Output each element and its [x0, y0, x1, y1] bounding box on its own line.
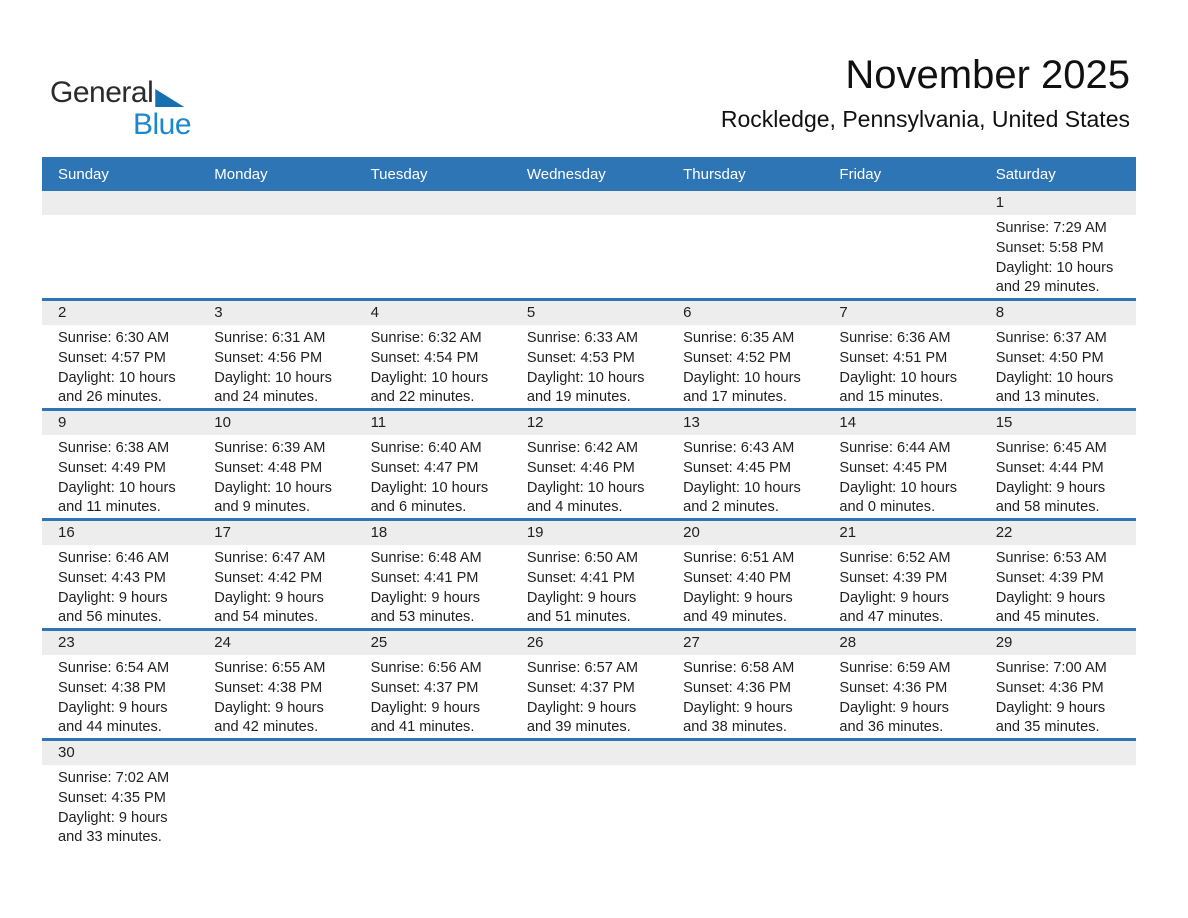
day-cell [42, 765, 198, 848]
day-cell [980, 435, 1136, 518]
day-sunset-text: Sunset: 4:42 PM [214, 569, 323, 586]
day-number: 3 [214, 304, 223, 321]
day-number [511, 191, 667, 215]
day-daylight-text: Daylight: 10 hours and 29 minutes. [995, 259, 1114, 296]
day-number: 23 [58, 634, 75, 651]
day-number: 16 [58, 524, 75, 541]
weeks-container [42, 191, 1136, 848]
day-sunrise-text: Sunrise: 6:40 AM [370, 440, 482, 456]
page-header [0, 0, 1188, 157]
day-sunset-text: Sunset: 4:43 PM [58, 569, 166, 586]
day-sunrise-text: Sunrise: 6:37 AM [995, 330, 1107, 346]
day-daylight-text: Daylight: 10 hours and 0 minutes. [839, 479, 958, 516]
day-number: 19 [526, 524, 544, 541]
day-sunrise-text: Sunrise: 6:31 AM [214, 330, 326, 346]
logo-text-blue: Blue [133, 108, 192, 141]
week-detail-band [42, 435, 1136, 518]
day-sunset-text: Sunset: 4:53 PM [526, 349, 635, 366]
day-number: 26 [526, 634, 544, 651]
day-number [823, 191, 979, 215]
day-cell [198, 325, 354, 408]
day-sunset-text: Sunset: 4:45 PM [839, 459, 948, 476]
day-cell [980, 545, 1136, 628]
day-number: 29 [995, 634, 1013, 651]
day-number [667, 191, 823, 215]
day-cell [42, 655, 198, 738]
week-detail-band [42, 325, 1136, 408]
week-number-band [42, 521, 1136, 545]
location-subtitle: Rockledge, Pennsylvania, United States [720, 106, 1130, 132]
logo-text-general: General [50, 76, 154, 109]
day-sunset-text: Sunset: 4:45 PM [683, 459, 792, 476]
weekday-header-sunday: Sunday [58, 165, 109, 183]
day-sunrise-text: Sunrise: 6:57 AM [526, 660, 638, 676]
day-sunrise-text: Sunrise: 6:55 AM [214, 660, 326, 676]
day-cell [823, 545, 979, 628]
day-sunset-text: Sunset: 4:36 PM [683, 679, 792, 696]
day-sunset-text: Sunset: 4:46 PM [526, 459, 635, 476]
month-title: November 2025 [845, 53, 1130, 97]
day-cell [355, 325, 511, 408]
day-sunrise-text: Sunrise: 6:45 AM [995, 440, 1107, 456]
week-row [42, 191, 1136, 298]
week-detail-band [42, 655, 1136, 738]
day-number: 4 [370, 304, 379, 321]
day-cell [198, 765, 354, 848]
day-cell [667, 215, 823, 298]
day-number: 1 [995, 194, 1005, 211]
day-sunset-text: Sunset: 4:36 PM [839, 679, 948, 696]
day-daylight-text: Daylight: 9 hours and 44 minutes. [58, 699, 168, 736]
day-sunrise-text: Sunrise: 6:43 AM [683, 440, 795, 456]
day-sunset-text: Sunset: 4:56 PM [214, 349, 323, 366]
day-sunrise-text: Sunrise: 6:35 AM [683, 330, 795, 346]
day-daylight-text: Daylight: 10 hours and 17 minutes. [683, 369, 801, 406]
weekday-header-wednesday: Wednesday [526, 165, 606, 183]
day-cell [355, 765, 511, 848]
day-daylight-text: Daylight: 9 hours and 39 minutes. [526, 699, 637, 736]
day-cell [511, 655, 667, 738]
day-daylight-text: Daylight: 9 hours and 58 minutes. [995, 479, 1106, 516]
day-cell [42, 325, 198, 408]
day-number [511, 741, 667, 765]
day-sunrise-text: Sunrise: 6:48 AM [370, 550, 482, 566]
day-daylight-text: Daylight: 9 hours and 33 minutes. [58, 809, 168, 846]
calendar [42, 157, 1136, 848]
day-cell [823, 765, 979, 848]
week-detail-band [42, 545, 1136, 628]
day-daylight-text: Daylight: 9 hours and 51 minutes. [526, 589, 637, 626]
day-daylight-text: Daylight: 9 hours and 47 minutes. [839, 589, 949, 626]
day-daylight-text: Daylight: 9 hours and 42 minutes. [214, 699, 324, 736]
day-sunrise-text: Sunrise: 6:46 AM [58, 550, 170, 566]
week-row [42, 738, 1136, 848]
day-daylight-text: Daylight: 10 hours and 4 minutes. [526, 479, 645, 516]
day-sunset-text: Sunset: 4:38 PM [214, 679, 323, 696]
week-row [42, 628, 1136, 738]
day-cell [511, 545, 667, 628]
day-cell [667, 545, 823, 628]
day-sunset-text: Sunset: 4:52 PM [683, 349, 792, 366]
weekday-header-row [42, 157, 1136, 191]
day-number: 14 [839, 414, 857, 431]
day-number [355, 741, 511, 765]
day-cell [667, 765, 823, 848]
day-cell [667, 655, 823, 738]
day-cell [198, 545, 354, 628]
day-number [42, 191, 198, 215]
day-cell [42, 545, 198, 628]
day-cell [823, 215, 979, 298]
day-cell [511, 765, 667, 848]
weekday-header-thursday: Thursday [683, 165, 746, 183]
day-sunset-text: Sunset: 4:49 PM [58, 459, 166, 476]
day-cell [511, 435, 667, 518]
day-sunset-text: Sunset: 4:36 PM [995, 679, 1104, 696]
weekday-header-saturday: Saturday [995, 165, 1056, 183]
day-number: 9 [58, 414, 67, 431]
day-number: 18 [370, 524, 388, 541]
week-row [42, 408, 1136, 518]
day-cell [42, 215, 198, 298]
day-sunrise-text: Sunrise: 6:59 AM [839, 660, 951, 676]
day-sunrise-text: Sunrise: 6:38 AM [58, 440, 170, 456]
week-number-band [42, 301, 1136, 325]
day-sunrise-text: Sunrise: 6:47 AM [214, 550, 326, 566]
day-sunset-text: Sunset: 4:38 PM [58, 679, 166, 696]
day-cell [511, 325, 667, 408]
day-daylight-text: Daylight: 10 hours and 24 minutes. [214, 369, 332, 406]
day-daylight-text: Daylight: 9 hours and 35 minutes. [995, 699, 1106, 736]
day-cell [980, 765, 1136, 848]
day-cell [667, 325, 823, 408]
day-cell [511, 215, 667, 298]
day-sunrise-text: Sunrise: 6:56 AM [370, 660, 482, 676]
day-cell [42, 435, 198, 518]
day-number: 25 [370, 634, 388, 651]
day-daylight-text: Daylight: 10 hours and 22 minutes. [370, 369, 489, 406]
day-cell [355, 215, 511, 298]
day-number: 2 [58, 304, 67, 321]
day-sunset-text: Sunset: 4:47 PM [370, 459, 479, 476]
day-number: 12 [526, 414, 544, 431]
day-sunrise-text: Sunrise: 6:39 AM [214, 440, 326, 456]
day-number: 11 [370, 414, 387, 431]
day-daylight-text: Daylight: 10 hours and 2 minutes. [683, 479, 801, 516]
logo-triangle-icon [155, 89, 184, 107]
day-daylight-text: Daylight: 9 hours and 41 minutes. [370, 699, 481, 736]
day-number: 10 [214, 414, 231, 431]
day-number [823, 741, 979, 765]
day-sunrise-text: Sunrise: 6:44 AM [839, 440, 951, 456]
day-daylight-text: Daylight: 10 hours and 19 minutes. [526, 369, 645, 406]
day-cell [823, 325, 979, 408]
day-daylight-text: Daylight: 9 hours and 36 minutes. [839, 699, 949, 736]
day-number: 6 [683, 304, 692, 321]
day-sunrise-text: Sunrise: 7:02 AM [58, 770, 170, 786]
day-cell [823, 435, 979, 518]
day-number [355, 191, 511, 215]
day-cell [355, 435, 511, 518]
day-number: 22 [995, 524, 1013, 541]
day-number: 30 [58, 744, 75, 761]
day-number: 7 [839, 304, 848, 321]
day-daylight-text: Daylight: 10 hours and 15 minutes. [839, 369, 958, 406]
day-sunset-text: Sunset: 4:44 PM [995, 459, 1104, 476]
day-sunrise-text: Sunrise: 6:36 AM [839, 330, 951, 346]
day-number: 13 [683, 414, 700, 431]
day-sunrise-text: Sunrise: 6:30 AM [58, 330, 170, 346]
day-number: 21 [839, 524, 857, 541]
week-detail-band [42, 215, 1136, 298]
day-sunset-text: Sunset: 4:57 PM [58, 349, 166, 366]
day-sunrise-text: Sunrise: 6:54 AM [58, 660, 170, 676]
week-number-band [42, 631, 1136, 655]
day-daylight-text: Daylight: 10 hours and 11 minutes. [58, 479, 176, 516]
day-number: 28 [839, 634, 857, 651]
day-sunrise-text: Sunrise: 7:29 AM [995, 220, 1107, 236]
day-sunset-text: Sunset: 4:40 PM [683, 569, 792, 586]
day-sunset-text: Sunset: 4:41 PM [526, 569, 635, 586]
week-number-band [42, 191, 1136, 215]
day-number: 17 [214, 524, 231, 541]
day-cell [980, 215, 1136, 298]
day-daylight-text: Daylight: 10 hours and 6 minutes. [370, 479, 489, 516]
day-cell [980, 655, 1136, 738]
day-sunset-text: Sunset: 4:37 PM [526, 679, 635, 696]
week-detail-band [42, 765, 1136, 848]
week-row [42, 298, 1136, 408]
day-cell [198, 655, 354, 738]
day-daylight-text: Daylight: 9 hours and 38 minutes. [683, 699, 793, 736]
weekday-header-monday: Monday [214, 165, 268, 183]
day-number: 24 [214, 634, 231, 651]
day-sunrise-text: Sunrise: 6:42 AM [526, 440, 638, 456]
day-daylight-text: Daylight: 9 hours and 45 minutes. [995, 589, 1106, 626]
day-cell [823, 655, 979, 738]
day-cell [980, 325, 1136, 408]
day-cell [355, 545, 511, 628]
day-sunset-text: Sunset: 4:51 PM [839, 349, 948, 366]
day-number [198, 191, 354, 215]
day-sunset-text: Sunset: 4:48 PM [214, 459, 323, 476]
week-row [42, 518, 1136, 628]
day-number: 8 [995, 304, 1005, 321]
day-sunrise-text: Sunrise: 6:32 AM [370, 330, 482, 346]
day-sunrise-text: Sunrise: 6:53 AM [995, 550, 1107, 566]
day-daylight-text: Daylight: 9 hours and 53 minutes. [370, 589, 481, 626]
day-number: 15 [995, 414, 1013, 431]
week-number-band [42, 411, 1136, 435]
day-number: 27 [683, 634, 700, 651]
day-sunrise-text: Sunrise: 6:50 AM [526, 550, 638, 566]
day-daylight-text: Daylight: 9 hours and 56 minutes. [58, 589, 168, 626]
day-daylight-text: Daylight: 9 hours and 49 minutes. [683, 589, 793, 626]
day-sunset-text: Sunset: 5:58 PM [995, 239, 1104, 256]
day-number: 5 [526, 304, 536, 321]
day-cell [198, 215, 354, 298]
day-daylight-text: Daylight: 10 hours and 26 minutes. [58, 369, 176, 406]
day-number [198, 741, 354, 765]
day-cell [667, 435, 823, 518]
day-cell [198, 435, 354, 518]
weekday-header-tuesday: Tuesday [370, 165, 428, 183]
day-sunset-text: Sunset: 4:50 PM [995, 349, 1104, 366]
day-sunrise-text: Sunrise: 6:52 AM [839, 550, 951, 566]
day-sunset-text: Sunset: 4:39 PM [995, 569, 1104, 586]
day-sunrise-text: Sunrise: 6:51 AM [683, 550, 795, 566]
day-cell [355, 655, 511, 738]
day-sunset-text: Sunset: 4:54 PM [370, 349, 479, 366]
day-sunset-text: Sunset: 4:39 PM [839, 569, 948, 586]
day-number [980, 741, 1136, 765]
day-sunrise-text: Sunrise: 7:00 AM [995, 660, 1107, 676]
day-daylight-text: Daylight: 9 hours and 54 minutes. [214, 589, 324, 626]
day-number [667, 741, 823, 765]
weekday-header-friday: Friday [839, 165, 882, 183]
day-sunrise-text: Sunrise: 6:33 AM [526, 330, 638, 346]
day-number: 20 [683, 524, 700, 541]
day-sunset-text: Sunset: 4:35 PM [58, 789, 166, 806]
week-number-band [42, 741, 1136, 765]
day-sunset-text: Sunset: 4:41 PM [370, 569, 479, 586]
day-sunrise-text: Sunrise: 6:58 AM [683, 660, 795, 676]
day-daylight-text: Daylight: 10 hours and 13 minutes. [995, 369, 1114, 406]
day-daylight-text: Daylight: 10 hours and 9 minutes. [214, 479, 332, 516]
general-blue-logo [50, 78, 191, 140]
day-sunset-text: Sunset: 4:37 PM [370, 679, 479, 696]
